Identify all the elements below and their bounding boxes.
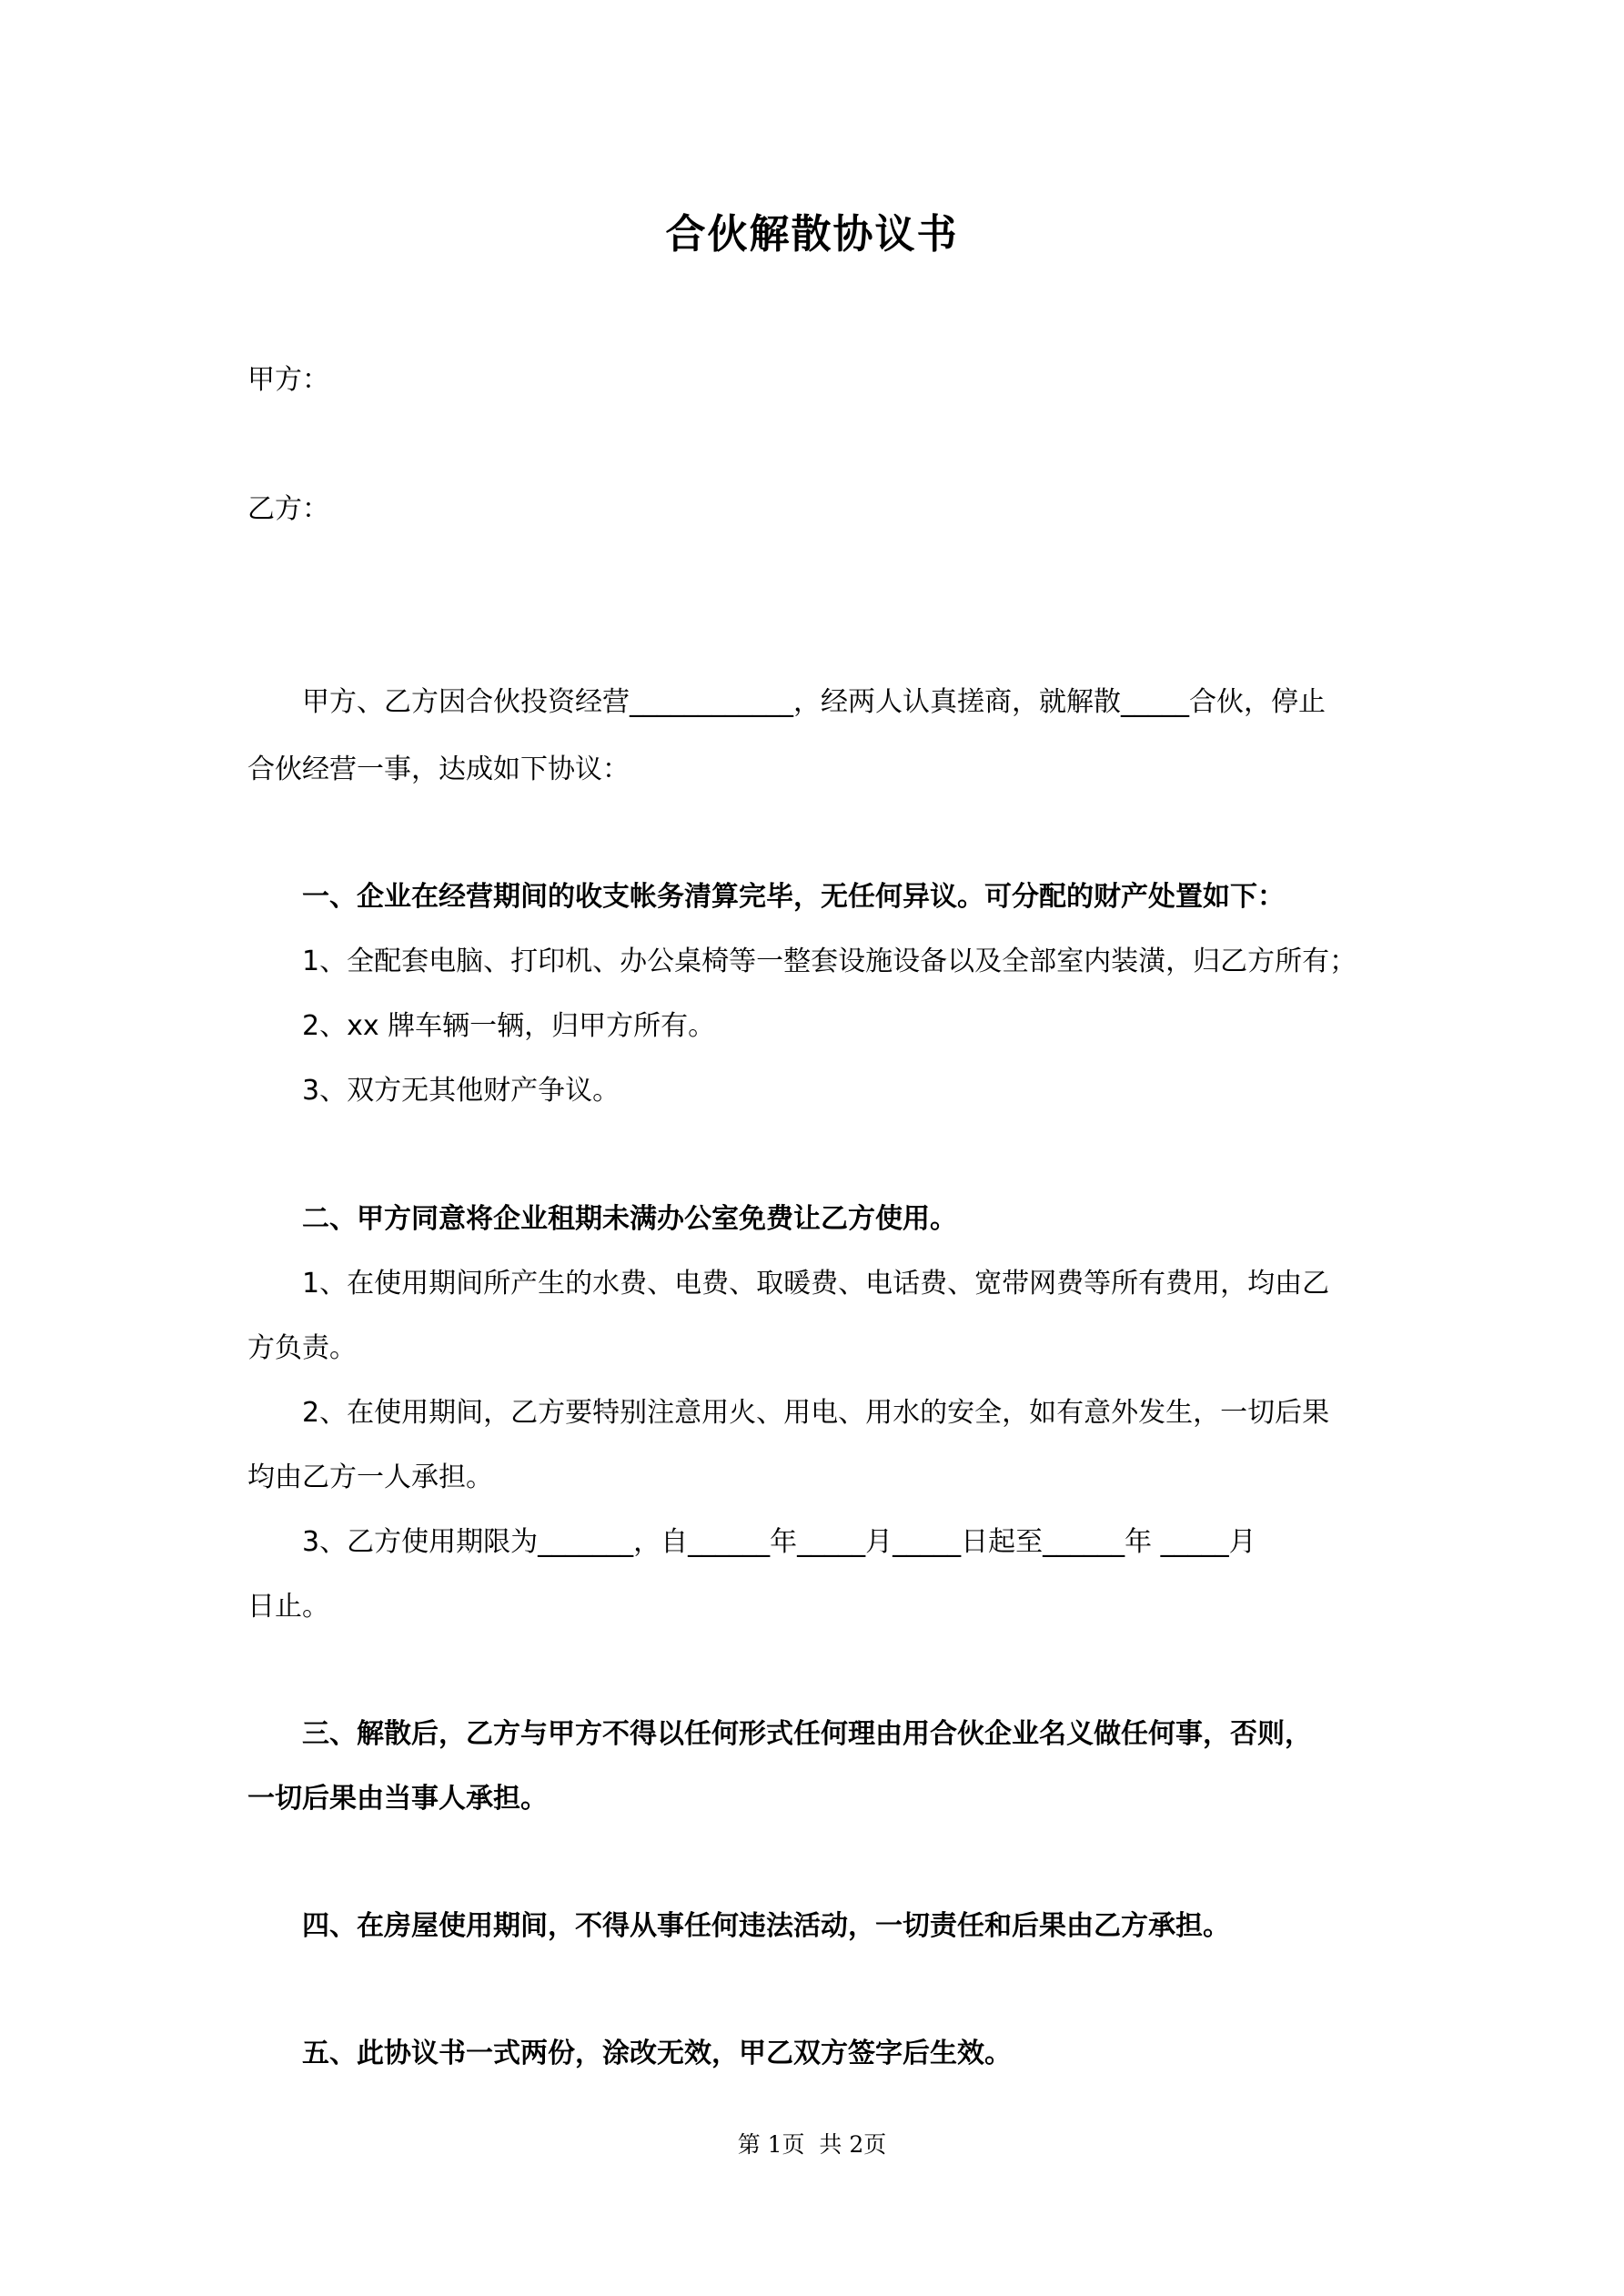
- section-2-item-2-line-1: 2、在使用期间，乙方要特别注意用火、用电、用水的安全，如有意外发生，一切后果: [302, 1397, 1330, 1429]
- document-title: 合伙解散协议书: [665, 211, 959, 258]
- section-2-item-3-line-1: 3、乙方使用期限为_______，自______年_____月_____日起至______年 _____月: [302, 1526, 1256, 1558]
- page-footer: 第 1页 共 2页: [737, 2131, 887, 2158]
- intro-paragraph-line-1: 甲方、乙方因合伙投资经营____________，经两人认真搓商，就解散_____合伙，停止: [302, 686, 1326, 718]
- intro-paragraph-line-2: 合伙经营一事，达成如下协议：: [247, 754, 630, 785]
- section-3-line-1: 三、解散后，乙方与甲方不得以任何形式任何理由用合伙企业名义做任何事，否则，: [302, 1718, 1312, 1750]
- section-1-item-2: 2、xx 牌车辆一辆，归甲方所有。: [302, 1010, 716, 1042]
- party-a-label: 甲方：: [247, 364, 329, 396]
- section-4: 四、在房屋使用期间，不得从事任何违法活动，一切责任和后果由乙方承担。: [302, 1910, 1230, 1942]
- section-2-item-2-line-2: 均由乙方一人承担。: [247, 1462, 493, 1493]
- party-b-label: 乙方：: [247, 493, 329, 525]
- section-5: 五、此协议书一式两份，涂改无效，甲乙双方签字后生效。: [302, 2038, 1012, 2069]
- section-2-item-1-line-2: 方负责。: [247, 1332, 357, 1364]
- section-1-item-3: 3、双方无其他财产争议。: [302, 1075, 620, 1107]
- section-2-item-3-line-2: 日止。: [247, 1591, 329, 1623]
- section-1-item-1: 1、全配套电脑、打印机、办公桌椅等一整套设施设备以及全部室内装潢，归乙方所有；: [302, 946, 1357, 977]
- section-2-heading: 二、甲方同意将企业租期未满办公室免费让乙方使用。: [302, 1203, 957, 1235]
- section-3-line-2: 一切后果由当事人承担。: [247, 1783, 548, 1815]
- section-2-item-1-line-1: 1、在使用期间所产生的水费、电费、取暖费、电话费、宽带网费等所有费用，均由乙: [302, 1268, 1330, 1300]
- section-1-heading: 一、企业在经营期间的收支帐务清算完毕，无任何异议。可分配的财产处置如下：: [302, 881, 1285, 913]
